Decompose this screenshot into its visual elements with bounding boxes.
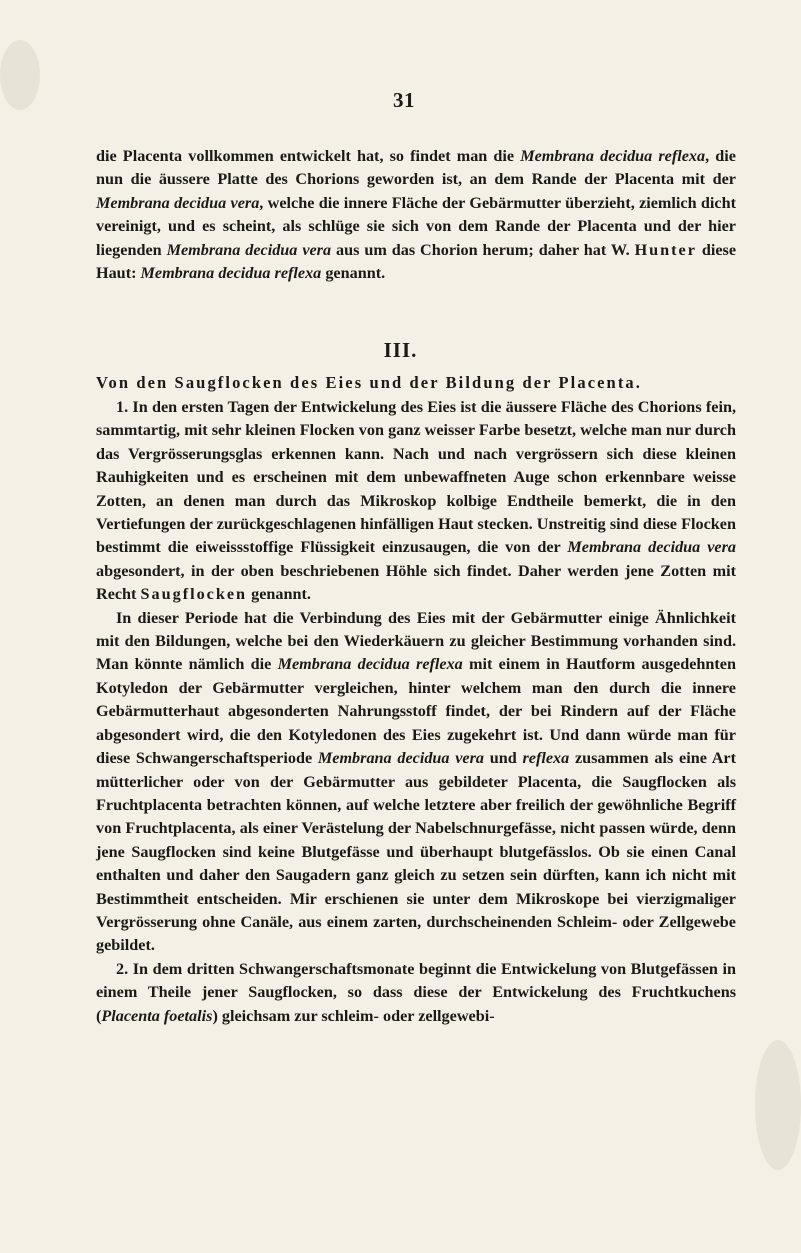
section-number: III. <box>383 338 418 362</box>
paper-stain <box>755 1040 801 1170</box>
latin-term: Membrana decidua vera <box>317 749 484 768</box>
spaced-emphasis: Saugflocken <box>140 585 248 604</box>
latin-term: Membrana decidua reflexa <box>277 655 463 674</box>
latin-term: Membrana decidua reflexa <box>140 264 322 283</box>
spaced-emphasis: Hunter <box>634 240 697 259</box>
latin-term: Membrana decidua reflexa <box>520 147 706 165</box>
paragraph-text: die Placenta vollkommen entwickelt hat, so findet man die Membrana decidua reflexa, die nun die äussere Platte des Chorions geworden ist, an dem Rande der Placenta mit der Membrana decidua vera, welche die innere Fläche der Gebärmutter überzieht, ziemlich dicht vereinigt, und es scheint, als schlüge sie sich von dem Rande der Placenta und der hier liegenden Membrana decidua vera aus um das Chorion herum; daher hat W. Hunter diese Haut: Membrana decidua reflexa genannt. <box>96 147 737 283</box>
section-body <box>96 396 736 1028</box>
page-number: 31 <box>393 88 415 112</box>
paragraph-text: 1. In den ersten Tagen der Entwickelung des Eies ist die äussere Fläche des Chorions fein, sammtartig, mit sehr kleinen Flocken von ganz weisser Farbe besetzt, welche man nur durch das Vergrösserungsglas erkennen kann. Nach und nach vergrössern sich diese kleinen Rauhigkeiten und es erscheinen mit dem unbewaffneten Auge schon erkennbare weisse Zotten, an denen man durch das Mikroskop kolbige Endtheile bemerkt, die in den Vertiefungen der zurückgeschlagenen hinfälligen Haut stecken. Unstreitig sind diese Flocken bestimmt die eiweissstoffige Flüssigkeit einzusaugen, die von der Membrana decidua vera abgesondert, in der oben beschriebenen Höhle sich findet. Daher werden jene Zotten mit Recht Saugflocken genannt. <box>96 398 736 604</box>
latin-term: reflexa <box>522 749 570 768</box>
paragraph-text: 2. In dem dritten Schwangerschaftsmonate beginnt die Entwickelung von Blutgefässen in einem Theile jener Saugflocken, so dass diese der Entwickelung des Fruchtkuchens (Placenta foetalis) gleichsam zur schleim- oder zellgewebi- <box>96 959 736 1025</box>
latin-term: Membrana decidua vera <box>96 193 260 212</box>
paper-stain <box>0 40 40 110</box>
latin-term: Placenta foetalis <box>101 1006 213 1025</box>
paragraph-text: In dieser Periode hat die Verbindung des Eies mit der Gebärmutter einige Ähnlichkeit mit den Bildungen, welche bei den Wiederkäuern zu gleicher Bestimmung vorhanden sind. Man könnte nämlich die Membrana decidua reflexa mit einem in Hautform ausgedehnten Kotyledon der Gebärmutter vergleichen, hinter welchem man den durch die innere Gebärmutterhaut abgesonderten Nahrungsstoff findet, der bei Rindern auf der Fläche abgesondert wird, die den Kotyledonen des Eies zugekehrt ist. Und dann würde man für diese Schwangerschaftsperiode Membrana decidua vera und reflexa zusammen als eine Art mütterlicher oder von der Gebärmutter aus gebildeter Placenta, die Saugflocken als Fruchtplacenta betrachten können, auf welche letztere aber freilich der gewöhnliche Begriff von Fruchtplacenta, als einer Verästelung der Nabelschnurgefässe, nicht passen würde, denn jene Saugflocken sind keine Blutgefässe und überhaupt blutgefässlos. Ob sie einen Canal enthalten und daher den Saugadern ganz gleich zu setzen sein dürften, kann ich nicht mit Bestimmtheit entscheiden. Mir erschienen sie unter dem Mikroskope bei vierzigmaliger Vergrösserung ohne Canäle, aus einem zarten, durchscheinenden Schleim- oder Zellgewebe gebildet. <box>96 608 736 955</box>
intro-paragraph <box>96 145 736 285</box>
section-title: Von den Saugflocken des Eies und der Bildung der Placenta. <box>96 373 643 392</box>
latin-term: Membrana decidua vera <box>567 538 736 557</box>
latin-term: Membrana decidua vera <box>166 240 332 259</box>
